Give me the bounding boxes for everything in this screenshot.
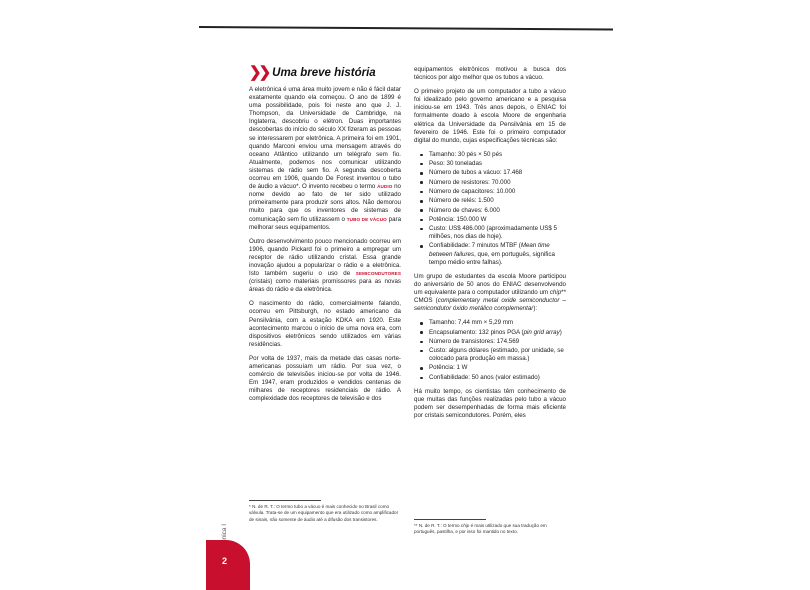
footnote-rule-left	[249, 500, 321, 501]
spec-item: Número de capacitores: 10.000	[424, 188, 566, 196]
italic-term: Mean time between failures	[429, 242, 550, 258]
spec-item: Custo: US$ 486.000 (aproximadamente US$ 5 milhões, nos dias de hoje).	[424, 225, 566, 241]
spec-item: Custo: alguns dólares (estimado, por unidade, se colocado para produção em massa.)	[424, 347, 566, 363]
section-title: Uma breve história	[272, 67, 376, 79]
spec-item: Potência: 1 W	[424, 364, 566, 372]
footnote-right: ** N. de R. T.: O termo chip é mais utilizado que sua tradução em português, pastilha, e por isso foi mantido no texto.	[414, 523, 547, 535]
keyword: SEMICONDUTORES	[355, 271, 401, 277]
page-number: 2	[222, 556, 228, 566]
footnote-left: * N. de R. T.: O termo tubo a vácuo é mais conhecido no Brasil como válvula. Trata-se de um equipamento que era utilizado como amplificador de sinais, não somente de áudio até a difusão dos transistores.	[249, 504, 399, 522]
keyword: ÁUDIO	[377, 184, 393, 190]
spec-item: Tamanho: 30 pés × 50 pés	[424, 151, 566, 159]
double-chevron-right-icon: ❯❯	[249, 64, 269, 81]
spec-item: Número de resistores: 70.000	[424, 179, 566, 187]
spec-item: Potência: 150.000 W	[424, 216, 566, 224]
paragraph-eniac: O primeiro projeto de um computador a tubo a vácuo foi idealizado pelo governo americano e a pesquisa iniciou-se em 1943. Três anos depois, o ENIAC foi formalmente doado à escola Moore de engenharia elétrica da Universidade da Pensilvânia em 15 de fevereiro de 1946. Este foi o primeiro computador digital do mundo, cujas especificações técnicas são:	[414, 88, 566, 144]
footnote-rule-right	[414, 519, 486, 520]
page-number-tab	[206, 540, 250, 590]
keyword: TUBO DE VÁCUO	[346, 216, 387, 222]
top-rule	[199, 26, 613, 31]
eniac-spec-list	[414, 151, 566, 267]
spec-item: Tamanho: 7,44 mm × 5,29 mm	[424, 319, 566, 327]
spec-item: Encapsulamento: 132 pinos PGA (pin grid array)	[424, 329, 566, 337]
chip-spec-list	[414, 319, 566, 382]
spec-item: Número de transistores: 174.569	[424, 338, 566, 346]
section-heading	[249, 66, 401, 80]
spec-item: Confiabilidade: 7 minutos MTBF (Mean time between failures, que, em português, significa tempo médio entre falhas).	[424, 242, 566, 266]
italic-term: complementary metal oxide semiconductor – semicondutor óxido metálico complementar	[414, 297, 566, 313]
left-column	[249, 66, 401, 409]
paragraph-pickard: Outro desenvolvimento pouco mencionado ocorreu em 1906, quando Pickard foi o primeiro a empregar um receptor de rádio utilizando cristal. Essa grande inovação ajudou a popularizar o rádio e a eletrônica. Isto também sugeriu o uso de SEMICONDUTORES (cristais) como materiais promissores para as novas áreas do rádio e da eletrônica.	[249, 237, 401, 294]
spec-item: Número de chaves: 6.000	[424, 207, 566, 215]
paragraph-cmos-chip: Um grupo de estudantes da escola Moore participou do aniversário de 50 anos do ENIAC desenvolvendo um equivalente para o computador utilizando um chip** CMOS (complementary metal oxide semiconductor – semicondutor óxido metálico complementar):	[414, 272, 566, 313]
paragraph-intro: A eletrônica é uma área muito jovem e não é fácil datar exatamente quando ela começou. O ano de 1899 é uma possibilidade, pois foi neste ano que J. J. Thompson, da Universidade de Cambridge, na Inglaterra, descobriu o elétron. Duas importantes descobertas do início do século XX fizeram as pessoas se interessarem por eletrônica. A primeira foi em 1901, quando Marconi enviou uma mensagem através do oceano Atlântico utilizando um telégrafo sem fio. Atualmente, podemos nos comunicar utilizando sistemas de rádio sem fio. A segunda descoberta ocorreu em 1906, quando De Forest inventou o tubo de áudio a vácuo*. O invento recebeu o termo ÁUDIO no nome devido ao fato de ter sido utilizado primeiramente para produzir sons altos. Não demorou muito para que os inventores de sistemas de comunicação sem fio utilizassem o TUBO DE VÁCUO para melhorar seus equipamentos.	[249, 86, 402, 231]
paragraph-radio-birth: O nascimento do rádio, comercialmente falando, ocorreu em Pittsburgh, no estado americano da Pensilvânia, com a estação KDKA em 1920. Este acontecimento marcou o início de uma nova era, com dispositivos eletrônicos sendo utilizados em várias residências.	[249, 300, 401, 348]
right-column	[414, 66, 566, 426]
paragraph-1937: Por volta de 1937, mais da metade das casas norte-americanas possuíam um rádio. Por sua vez, o comércio de televisões iniciou-se por volta de 1946. Em 1947, eram produzidos e vendidos centenas de milhares de receptores residenciais de rádio. A complexidade dos receptores de televisão e dos	[249, 354, 401, 403]
italic-term: pin grid array	[523, 328, 560, 336]
spec-item: Número de tubos a vácuo: 17.468	[424, 169, 566, 177]
spec-item: Número de relés: 1.500	[424, 197, 566, 205]
paragraph-semiconductors: Há muito tempo, os cientistas têm conhecimento de que muitas das funções realizadas pelo tubo a vácuo podem ser desempenhadas de forma mais eficiente por cristais semicondutores. Porém, eles	[414, 387, 566, 420]
italic-term: chip	[460, 523, 470, 528]
paragraph-continuation: equipamentos eletrônicos motivou a busca dos técnicos por algo melhor que os tubos a vácuo.	[414, 66, 566, 82]
spec-item: Confiabilidade: 50 anos (valor estimado)	[424, 374, 566, 382]
spec-item: Peso: 30 toneladas	[424, 160, 566, 168]
italic-term: chip	[549, 288, 562, 296]
